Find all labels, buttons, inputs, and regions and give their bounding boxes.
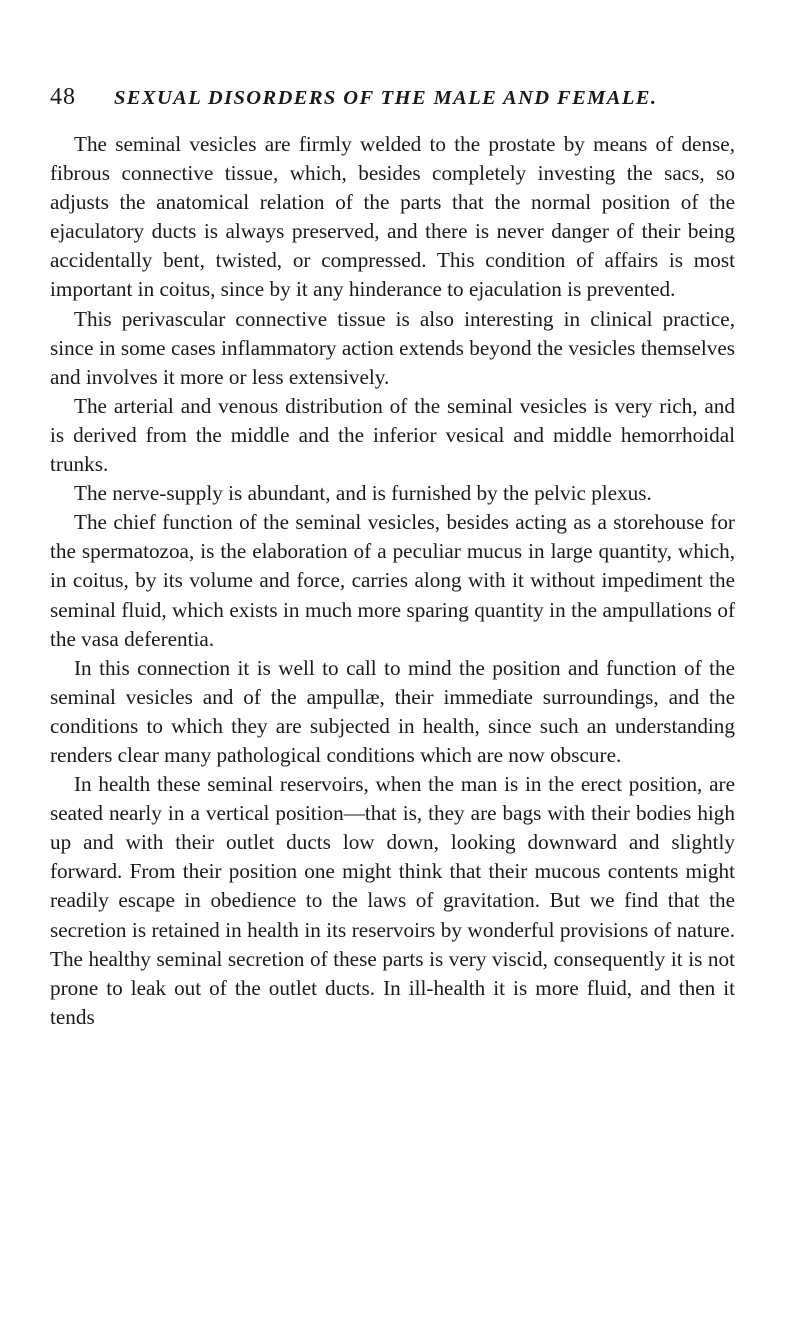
paragraph: In this connection it is well to call to mind the position and function of the seminal vesicles and of the ampullæ, their immediate surroundings, and the conditions to which they are subjected in health, since such an understanding renders clear many pathological conditions which are now obscure. — [50, 655, 735, 767]
paragraph: The seminal vesicles are firmly welded to the prostate by means of dense, fibrous connective tissue, which, besides completely investing the sacs, so adjusts the anatomical relation of the parts that the normal position of the ejaculatory ducts is always preserved, and there is never danger of their being accidentally bent, twisted, or compressed. This condition of affairs is most important in coitus, since by it any hinderance to ejaculation is prevented. — [50, 132, 735, 302]
body-text — [50, 130, 735, 1032]
paragraph: This perivascular connective tissue is also interesting in clinical practice, since in some cases inflammatory action extends beyond the vesicles themselves and involves it more or less extensively. — [50, 306, 735, 389]
paragraph: The chief function of the seminal vesicles, besides acting as a storehouse for the spermatozoa, is the elaboration of a peculiar mucus in large quantity, which, in coitus, by its volume and force, carries along with it without impediment the seminal fluid, which exists in much more sparing quantity in the ampullations of the vasa deferentia. — [50, 510, 735, 651]
book-page — [50, 84, 735, 1032]
page-number: 48 — [50, 84, 76, 110]
running-head — [50, 84, 735, 118]
paragraph: The arterial and venous distribution of the seminal vesicles is very rich, and is derived from the middle and the inferior vesical and middle hemorrhoidal trunks. — [50, 393, 735, 477]
paragraph: In health these seminal reservoirs, when the man is in the erect position, are seated nearly in a vertical position—that is, they are bags with their bodies high up and with their outlet ducts low down, looking downward and slightly forward. From their position one might think that their mucous contents might readily escape in obedience to the laws of gravitation. But we find that the secretion is retained in health in its reservoirs by wonderful provisions of nature. The healthy seminal secretion of these parts is very viscid, consequently it is not prone to leak out of the outlet ducts. In ill-health it is more fluid, and then it tends — [50, 772, 735, 1029]
paragraph: The nerve-supply is abundant, and is furnished by the pelvic plexus. — [74, 481, 652, 506]
running-title: SEXUAL DISORDERS OF THE MALE AND FEMALE. — [114, 87, 658, 109]
